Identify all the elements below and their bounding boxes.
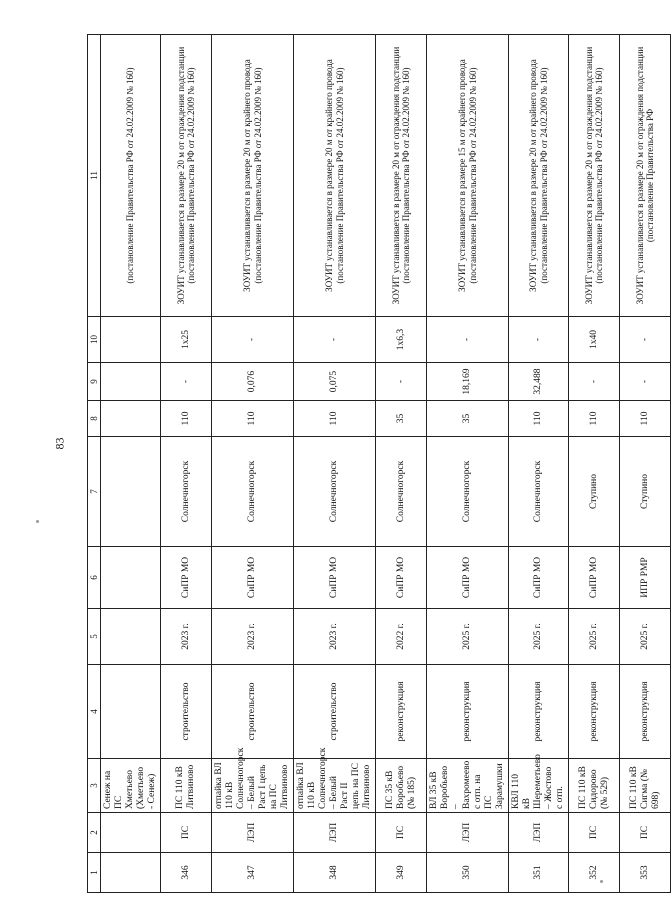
cell-voltage: 110 — [569, 401, 620, 437]
column-number-cell: 6 — [88, 547, 101, 609]
cell-empty — [101, 665, 161, 759]
cell-type: ПС — [620, 813, 671, 853]
cell-note: (постановление Правительства РФ от 24.02.2009 № 160) — [101, 35, 161, 317]
cell-location: Ступино — [569, 437, 620, 547]
cell-work: реконструкция — [509, 665, 569, 759]
cell-length: - — [620, 363, 671, 401]
cell-location: Солнечногорск — [212, 437, 294, 547]
cell-location: Солнечногорск — [509, 437, 569, 547]
cell-empty — [101, 317, 161, 363]
cell-location: Солнечногорск — [161, 437, 212, 547]
cell-year: 2025 г. — [620, 609, 671, 665]
cell-work: строительство — [161, 665, 212, 759]
facilities-table — [87, 34, 671, 893]
cell-number: 352 — [569, 853, 620, 893]
table-row — [509, 35, 569, 893]
cell-number: 350 — [427, 853, 509, 893]
column-number-cell: 4 — [88, 665, 101, 759]
cell-empty — [101, 609, 161, 665]
column-number-cell: 5 — [88, 609, 101, 665]
cell-work: строительство — [294, 665, 376, 759]
cell-work: строительство — [212, 665, 294, 759]
cell-name: ПС 35 кВ Воробьево (№ 185) — [376, 759, 427, 813]
cell-year: 2025 г. — [569, 609, 620, 665]
cell-power: - — [294, 317, 376, 363]
table-row — [569, 35, 620, 893]
table-row — [620, 35, 671, 893]
column-number-cell: 10 — [88, 317, 101, 363]
cell-note: ЗОУИТ устанавливается в размере 20 м от крайнего провода (постановление Правительства РФ от 24.02.2009 № 160) — [509, 35, 569, 317]
cell-year: 2023 г. — [212, 609, 294, 665]
cell-document: СиПР МО — [212, 547, 294, 609]
scan-mark — [36, 520, 39, 523]
cell-number: 351 — [509, 853, 569, 893]
cell-voltage: 110 — [620, 401, 671, 437]
column-number-cell: 7 — [88, 437, 101, 547]
cell-type: ЛЭП — [294, 813, 376, 853]
cell-year: 2023 г. — [161, 609, 212, 665]
cell-type: ЛЭП — [427, 813, 509, 853]
cell-year: 2023 г. — [294, 609, 376, 665]
table-row — [212, 35, 294, 893]
cell-type: ЛЭП — [212, 813, 294, 853]
cell-note: ЗОУИТ устанавливается в размере 20 м от крайнего провода (постановление Правительства РФ от 24.02.2009 № 160) — [294, 35, 376, 317]
cell-number: 349 — [376, 853, 427, 893]
cell-type: ПС — [161, 813, 212, 853]
cell-document: ИПР РМР — [620, 547, 671, 609]
cell-length: 0,076 — [212, 363, 294, 401]
cell-empty — [101, 853, 161, 893]
cell-work: реконструкция — [569, 665, 620, 759]
table-row — [294, 35, 376, 893]
cell-name: ПС 110 кВ Сидорово (№ 529) — [569, 759, 620, 813]
cell-voltage: 110 — [161, 401, 212, 437]
cell-empty — [101, 437, 161, 547]
cell-note: ЗОУИТ устанавливается в размере 20 м от ограждения подстанции (постановление Правительства РФ от 24.02.2009 № 160) — [161, 35, 212, 317]
cell-name: отпайка ВЛ 110 кВ Солнечногорск – Белый Раст II цепь на ПС Литвиново — [294, 759, 376, 813]
cell-type: ПС — [569, 813, 620, 853]
cell-name: ПС 110 кВ Сигма (№ 698) — [620, 759, 671, 813]
cell-power: 1х6,3 — [376, 317, 427, 363]
cell-length: - — [161, 363, 212, 401]
cell-voltage: 110 — [294, 401, 376, 437]
cell-note: ЗОУИТ устанавливается в размере 20 м от ограждения подстанции (постановление Правительства РФ от 24.02.2009 № 160) — [376, 35, 427, 317]
cell-work: реконструкция — [427, 665, 509, 759]
cell-location: Солнечногорск — [376, 437, 427, 547]
cell-number: 346 — [161, 853, 212, 893]
cell-length: 18,169 — [427, 363, 509, 401]
cell-work: реконструкция — [620, 665, 671, 759]
cell-power: - — [212, 317, 294, 363]
cell-year: 2025 г. — [427, 609, 509, 665]
cell-year: 2025 г. — [509, 609, 569, 665]
cell-location: Солнечногорск — [294, 437, 376, 547]
column-number-cell: 9 — [88, 363, 101, 401]
cell-power: 1х25 — [161, 317, 212, 363]
cell-location: Ступино — [620, 437, 671, 547]
cell-document: СиПР МО — [376, 547, 427, 609]
cell-voltage: 35 — [376, 401, 427, 437]
cell-name: отпайка ВЛ 110 кВ Солнечногорск – Белый Раст I цепь на ПС Литвиново — [212, 759, 294, 813]
column-number-cell: 2 — [88, 813, 101, 853]
cell-year: 2022 г. — [376, 609, 427, 665]
column-number-cell: 3 — [88, 759, 101, 813]
cell-note: ЗОУИТ устанавливается в размере 20 м от ограждения подстанции (постановление Правительства РФ — [620, 35, 671, 317]
column-number-cell: 11 — [88, 35, 101, 317]
column-number-header — [88, 35, 101, 893]
cell-empty — [101, 363, 161, 401]
rotated-table-container — [87, 35, 661, 893]
scan-mark — [600, 880, 603, 883]
cell-type: ПС — [376, 813, 427, 853]
cell-voltage: 110 — [212, 401, 294, 437]
table-row — [376, 35, 427, 893]
cell-name: КВЛ 110 кВ Шереметьево – Жостово с отп. — [509, 759, 569, 813]
cell-note: ЗОУИТ устанавливается в размере 20 м от крайнего провода (постановление Правительства РФ от 24.02.2009 № 160) — [212, 35, 294, 317]
cell-voltage: 110 — [509, 401, 569, 437]
cell-length: - — [376, 363, 427, 401]
cell-empty — [101, 401, 161, 437]
cell-length: 32,488 — [509, 363, 569, 401]
cell-document: СиПР МО — [509, 547, 569, 609]
cell-name: ПС 110 кВ Литвиново — [161, 759, 212, 813]
cell-power: - — [427, 317, 509, 363]
cell-number: 353 — [620, 853, 671, 893]
cell-document: СиПР МО — [161, 547, 212, 609]
cell-name: ВЛ 35 кВ Воробьево – Вахромеево с отп. на ПС Зарамушки — [427, 759, 509, 813]
cell-power: 1х40 — [569, 317, 620, 363]
cell-power: - — [509, 317, 569, 363]
cell-length: - — [569, 363, 620, 401]
column-number-cell: 8 — [88, 401, 101, 437]
cell-note: ЗОУИТ устанавливается в размере 15 м от крайнего провода (постановление Правительства РФ от 24.02.2009 № 160) — [427, 35, 509, 317]
cell-name: Сенеж на ПС Хметьево (Хметьево - Сенеж) — [101, 759, 161, 813]
table-row — [427, 35, 509, 893]
cell-work: реконструкция — [376, 665, 427, 759]
cell-type: ЛЭП — [509, 813, 569, 853]
cell-power: - — [620, 317, 671, 363]
cell-length: 0,075 — [294, 363, 376, 401]
cell-document: СиПР МО — [427, 547, 509, 609]
cell-location: Солнечногорск — [427, 437, 509, 547]
cell-number: 347 — [212, 853, 294, 893]
cell-empty — [101, 547, 161, 609]
cell-document: СиПР МО — [294, 547, 376, 609]
page-number: 83 — [52, 437, 67, 450]
cell-number: 348 — [294, 853, 376, 893]
table-row-continuation — [101, 35, 161, 893]
table-row — [161, 35, 212, 893]
cell-note: ЗОУИТ устанавливается в размере 20 м от ограждения подстанции (постановление Правительства РФ от 24.02.2009 № 160) — [569, 35, 620, 317]
column-number-cell: 1 — [88, 853, 101, 893]
cell-document: СиПР МО — [569, 547, 620, 609]
cell-voltage: 35 — [427, 401, 509, 437]
cell-empty — [101, 813, 161, 853]
